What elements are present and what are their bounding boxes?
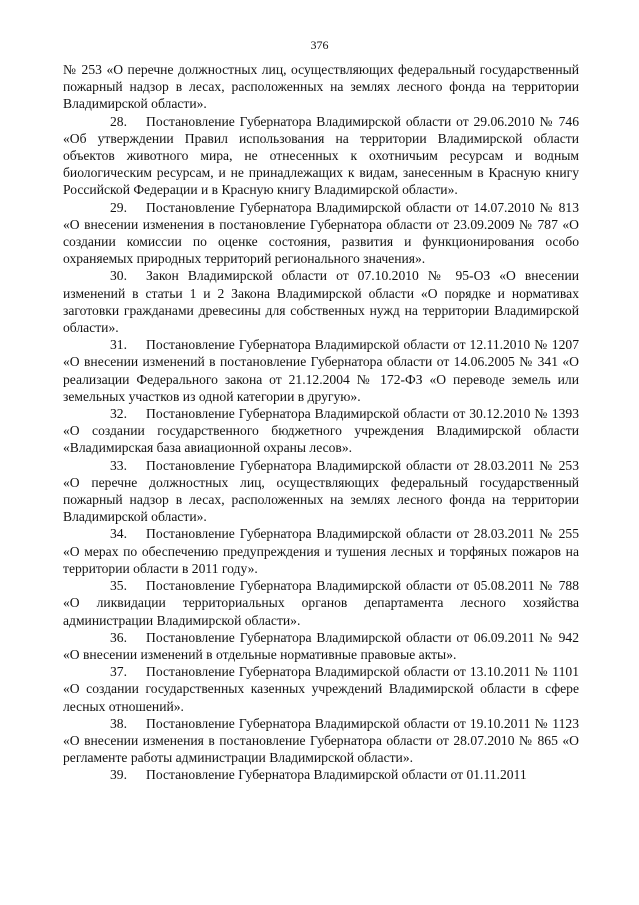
- paragraph-text: Постановление Губернатора Владимирской области от 30.12.2010 № 1393 «О создании государственного бюджетного учреждения Владимирской области «Владимирская база авиационной охраны лесов».: [63, 406, 579, 456]
- paragraph-text: Постановление Губернатора Владимирской области от 28.03.2011 № 255 «О мерах по обеспечению предупреждения и тушения лесных и торфяных пожаров на территории области в 2011 году».: [63, 526, 579, 576]
- paragraph-text: № 253 «О перечне должностных лиц, осуществляющих федеральный государственный пожарный надзор в лесах, расположенных на землях лесного фонда на территории Владимирской области».: [63, 62, 579, 112]
- item-number: 33.: [110, 457, 127, 473]
- paragraph-text: Постановление Губернатора Владимирской области от 13.10.2011 № 1101 «О создании государственных казенных учреждений Владимирской области в сфере лесных отношений».: [63, 664, 579, 714]
- list-item: [63, 336, 579, 405]
- list-item: [63, 577, 579, 629]
- list-item: [63, 405, 579, 457]
- item-number: 31.: [110, 337, 127, 353]
- paragraph-text: Постановление Губернатора Владимирской области от 01.11.2011: [146, 767, 527, 783]
- list-item: [63, 766, 579, 783]
- item-number: 39.: [110, 767, 127, 783]
- list-item: [63, 267, 579, 336]
- list-item: [63, 113, 579, 199]
- paragraph-text: Закон Владимирской области от 07.10.2010 № 95-ОЗ «О внесении изменений в статьи 1 и 2 Закона Владимирской области «О порядке и нормативах заготовки гражданами древесины для собственных нужд на территории Владимирской области».: [63, 268, 579, 336]
- item-number: 32.: [110, 406, 127, 422]
- paragraph-text: Постановление Губернатора Владимирской области от 19.10.2011 № 1123 «О внесении изменения в постановление Губернатора области от 28.07.2010 № 865 «О регламенте работы администрации Владимирской области».: [63, 715, 579, 766]
- list-item: [63, 457, 579, 526]
- document-body: [63, 61, 579, 784]
- paragraph-text: Постановление Губернатора Владимирской области от 29.06.2010 № 746 «Об утверждении Правил использования на территории Владимирской области объектов животного мира, не отнесенных к охотничьим ресурсам и водным биологическим ресурсам, и не принадлежащих к видам, занесенным в Красную книгу Российской Федерации и в Красную книгу Владимирской области».: [63, 113, 579, 198]
- paragraph-text: Постановление Губернатора Владимирской области от 06.09.2011 № 942 «О внесении изменений в отдельные нормативные правовые акты».: [63, 629, 579, 662]
- paragraph-continuation: [63, 61, 579, 113]
- paragraph-text: Постановление Губернатора Владимирской области от 05.08.2011 № 788 «О ликвидации территориальных органов департамента лесного хозяйства администрации Владимирской области».: [63, 578, 579, 628]
- list-item: [63, 199, 579, 268]
- list-item: [63, 715, 579, 767]
- list-item: [63, 663, 579, 715]
- list-item: [63, 629, 579, 663]
- paragraph-text: Постановление Губернатора Владимирской области от 28.03.2011 № 253 «О перечне должностных лиц, осуществляющих федеральный государственный пожарный надзор в лесах, расположенных на землях лесного фонда на территории Владимирской области».: [63, 457, 579, 525]
- paragraph-text: Постановление Губернатора Владимирской области от 14.07.2010 № 813 «О внесении изменения в постановление Губернатора области от 23.09.2009 № 787 «О создании комиссии по оценке состояния, развития и функционирования особо охраняемых природных территорий регионального значения».: [63, 199, 579, 267]
- page-number: 376: [310, 38, 329, 52]
- item-number: 28.: [110, 113, 127, 129]
- item-number: 34.: [110, 526, 127, 542]
- list-item: [63, 525, 579, 577]
- item-number: 30.: [110, 268, 127, 284]
- item-number: 36.: [110, 629, 127, 645]
- item-number: 38.: [110, 715, 127, 731]
- item-number: 37.: [110, 664, 127, 680]
- item-number: 29.: [110, 199, 127, 215]
- item-number: 35.: [110, 578, 127, 594]
- paragraph-text: Постановление Губернатора Владимирской области от 12.11.2010 № 1207 «О внесении изменений в постановление Губернатора области от 14.06.2005 № 341 «О реализации Федерального закона от 21.12.2004 № 172-ФЗ «О переводе земель или земельных участков из одной категории в другую».: [63, 337, 579, 404]
